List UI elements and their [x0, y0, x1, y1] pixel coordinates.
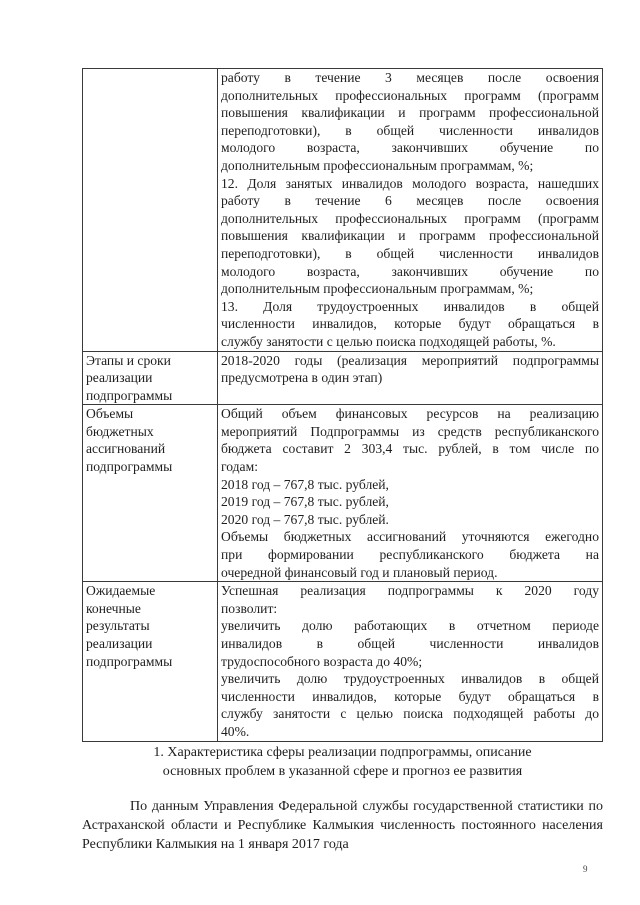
- row-value-line: 2019 год – 767,8 тыс. рублей,: [221, 494, 389, 510]
- row-value-line: дополнительным профессиональным программам, %;: [221, 157, 534, 173]
- row-value-line: мероприятий Подпрограммы из средств республиканского: [221, 423, 599, 439]
- passport-table-body: [83, 69, 603, 742]
- row-value-line: инвалидов в общей численности инвалидов: [221, 636, 599, 651]
- row-value-text: [221, 582, 599, 740]
- row-value-line: численности инвалидов, которые будут обращаться в: [221, 316, 599, 332]
- row-value-text: [221, 352, 599, 387]
- row-label-line: подпрограммы: [86, 387, 173, 403]
- row-value-line: работу в течение 3 месяцев после освоения: [221, 70, 599, 85]
- row-value-line: предусмотрена в один этап): [221, 370, 383, 386]
- row-label-line: подпрограммы: [86, 459, 173, 475]
- row-value-cell: [218, 582, 603, 741]
- row-value-line: 40%.: [221, 723, 250, 739]
- body-paragraph-text: По данным Управления Федеральной службы государственной статистики по Астраханской области и Республике Калмыкия численность постоянного населения Республики Калмыкия на 1 января 2017 года: [82, 799, 603, 852]
- section-heading: [82, 743, 603, 781]
- row-value-line: дополнительным профессиональным программам, %;: [221, 281, 534, 297]
- row-value-line: очередной финансовый год и плановый период.: [221, 564, 498, 580]
- table-row: [83, 69, 603, 352]
- row-value-line: 13. Доля трудоустроенных инвалидов в общей: [221, 298, 599, 314]
- row-label-cell: [83, 582, 218, 741]
- row-label-line: Ожидаемые: [86, 583, 156, 599]
- table-row: [83, 405, 603, 582]
- row-value-line: дополнительных профессиональных программ (программ: [221, 210, 599, 226]
- row-value-line: трудоспособного возраста до 40%;: [221, 653, 423, 669]
- row-value-line: при формировании республиканского бюджета на: [221, 547, 599, 563]
- row-value-line: 12. Доля занятых инвалидов молодого возраста, нашедших: [221, 175, 599, 191]
- row-value-cell: [218, 405, 603, 582]
- row-value-line: увеличить долю работающих в отчетном периоде: [221, 618, 599, 634]
- page-number: 9: [583, 864, 588, 874]
- row-label-line: конечные: [86, 600, 141, 616]
- row-value-line: годам:: [221, 459, 258, 475]
- row-label-line: подпрограммы: [86, 653, 173, 669]
- row-value-line: увеличить долю трудоустроенных инвалидов в общей: [221, 671, 599, 687]
- row-label-line: результаты: [86, 618, 150, 634]
- row-value-line: службу занятости с целью поиска подходящей работы до: [221, 706, 599, 722]
- row-value-line: дополнительных профессиональных программ (программ: [221, 87, 599, 103]
- section-heading-line-2: основных проблем в указанной сфере и прогноз ее развития: [162, 764, 523, 779]
- row-value-line: переподготовки), в общей численности инвалидов: [221, 122, 599, 138]
- row-value-line: Успешная реализация подпрограммы к 2020 году: [221, 583, 599, 599]
- section-heading-line-1: 1. Характеристика сферы реализации подпрограммы, описание: [153, 745, 532, 760]
- row-value-line: повышения квалификации и программ профессиональной: [221, 105, 599, 121]
- row-value-line: службу занятости с целью поиска подходящей работы, %.: [221, 333, 556, 349]
- row-value-cell: [218, 351, 603, 405]
- row-value-line: повышения квалификации и программ профессиональной: [221, 228, 599, 244]
- row-label-cell: [83, 405, 218, 582]
- row-label-line: реализации: [86, 370, 153, 386]
- row-label-cell: [83, 351, 218, 405]
- row-value-line: численности инвалидов, которые будут обращаться в: [221, 688, 599, 704]
- row-value-line: 2018-2020 годы (реализация мероприятий подпрограммы: [221, 352, 599, 368]
- row-value-line: Объемы бюджетных ассигнований уточняются ежегодно: [221, 529, 599, 545]
- row-value-line: работу в течение 6 месяцев после освоения: [221, 193, 599, 209]
- row-value-line: бюджета составит 2 303,4 тыс. рублей, в том числе по: [221, 441, 599, 457]
- row-value-line: 2020 год – 767,8 тыс. рублей.: [221, 511, 389, 527]
- row-label-line: ассигнований: [86, 441, 166, 457]
- body-paragraph: [82, 797, 603, 854]
- table-row: [83, 351, 603, 405]
- table-row: [83, 582, 603, 741]
- row-label-line: реализации: [86, 636, 153, 651]
- row-label-cell: [83, 69, 218, 352]
- row-value-cell: [218, 69, 603, 352]
- row-value-text: [221, 405, 599, 581]
- row-value-text: [221, 69, 599, 351]
- row-value-line: Общий объем финансовых ресурсов на реализацию: [221, 406, 599, 422]
- row-label-line: Этапы и сроки: [86, 352, 171, 368]
- subprogram-passport-table: [82, 68, 603, 742]
- row-label-line: бюджетных: [86, 423, 154, 439]
- row-value-line: позволит:: [221, 600, 278, 616]
- row-value-line: 2018 год – 767,8 тыс. рублей,: [221, 476, 389, 492]
- row-value-line: переподготовки), в общей численности инвалидов: [221, 245, 599, 261]
- row-value-line: молодого возраста, закончивших обучение по: [221, 140, 599, 156]
- row-label-line: Объемы: [86, 406, 134, 422]
- row-value-line: молодого возраста, закончивших обучение по: [221, 263, 599, 279]
